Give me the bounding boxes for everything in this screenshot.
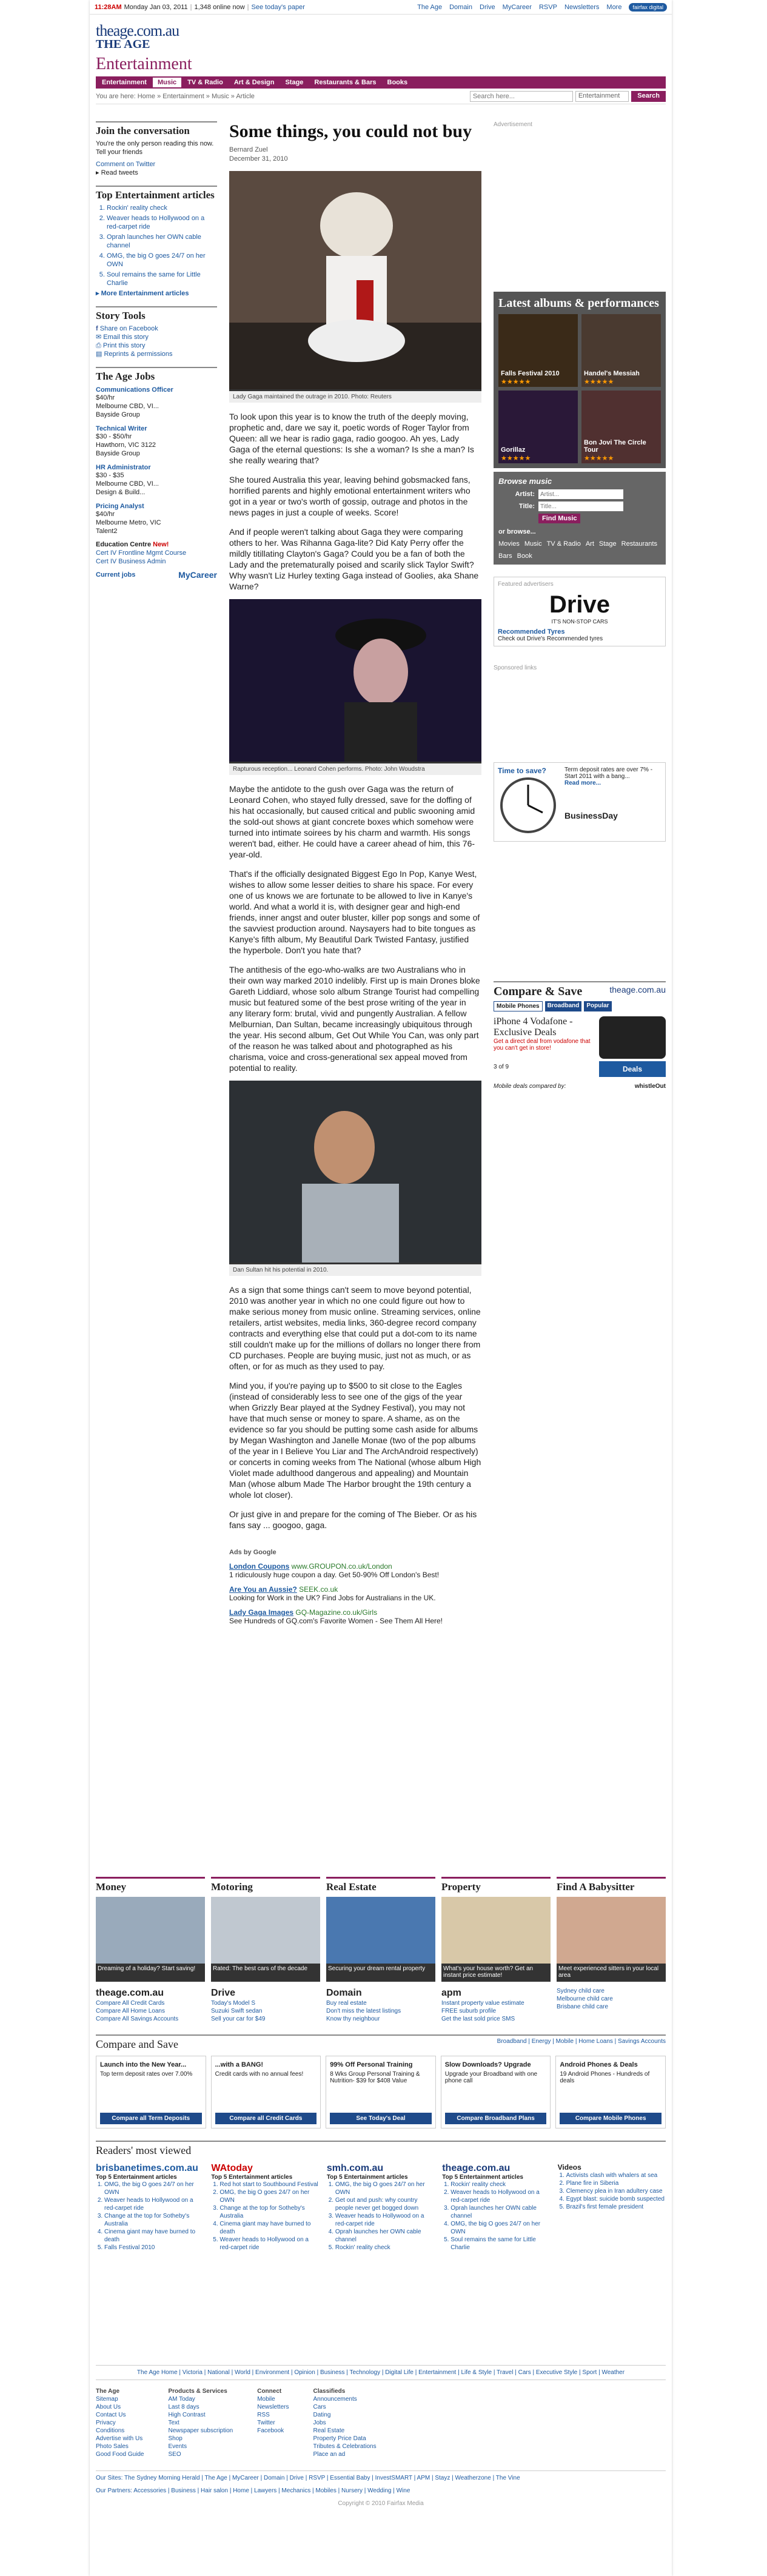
ads-header: Ads by Google <box>229 1549 276 1556</box>
vertical-image[interactable] <box>441 1897 551 1964</box>
sponsored-label: Sponsored links <box>494 665 537 671</box>
nav-books[interactable]: Books <box>387 79 408 86</box>
vertical-image[interactable] <box>557 1897 666 1964</box>
whistleout-logo[interactable]: whistleOut <box>634 1083 666 1090</box>
article-photo-sultan[interactable] <box>229 1081 481 1276</box>
drive-desc: Check out Drive's Recommended tyres <box>498 636 603 642</box>
list-item[interactable]: 3. Oprah launches her OWN cable channel <box>107 233 217 250</box>
network-link-more[interactable]: More <box>606 3 622 11</box>
document-icon: ▤ <box>96 351 104 358</box>
topbar: 11:28AM Monday Jan 03, 2011 | 1,348 online now | See today's paper The Age Domain Drive MyCareer RSVP Newsletters More fairfax digital <box>90 0 672 15</box>
album-tile[interactable]: Handel's Messiah ★★★★★ <box>581 314 661 387</box>
latest-title: Latest albums & performances <box>498 297 659 310</box>
compare-title: Compare & Save <box>494 985 583 998</box>
vertical-caption[interactable]: Rated: The best cars of the decade <box>211 1964 320 1982</box>
clock-icon <box>498 775 558 836</box>
nav-stage[interactable]: Stage <box>285 79 304 86</box>
google-ads <box>229 1549 481 1625</box>
edu-link[interactable]: Cert IV Frontline Mgmt Course <box>96 549 187 557</box>
compare-button[interactable]: Compare all Term Deposits <box>100 2113 202 2124</box>
search-button[interactable]: Search <box>631 91 666 102</box>
list-item[interactable]: 2. Weaver heads to Hollywood on a red-carpet ride <box>107 214 217 231</box>
browse-link[interactable]: Book <box>517 552 532 560</box>
education-centre: Education Centre New! <box>96 541 169 548</box>
compare-button[interactable]: Compare Broadband Plans <box>445 2113 547 2124</box>
jobs-title: The Age Jobs <box>96 367 217 383</box>
right-sidebar <box>494 121 666 1090</box>
list-item[interactable]: 5. Soul remains the same for Little Charlie <box>107 270 217 287</box>
join-title: Join the conversation <box>96 121 217 137</box>
article-photo-cohen[interactable] <box>229 599 481 775</box>
compare-button[interactable]: See Today's Deal <box>330 2113 432 2124</box>
deals-button[interactable]: Deals <box>599 1061 666 1077</box>
vertical-caption[interactable]: What's your house worth? Get an instant price estimate! <box>441 1964 551 1982</box>
arrow-icon: ▸ <box>96 290 101 297</box>
compare-button[interactable]: Compare all Credit Cards <box>215 2113 317 2124</box>
facebook-icon: f <box>96 325 100 332</box>
list-item[interactable]: 4. OMG, the big O goes 24/7 on her OWN <box>107 252 217 269</box>
network-link-newsletters[interactable]: Newsletters <box>564 3 600 11</box>
or-browse-label: or browse... <box>498 528 536 535</box>
partner-sites[interactable]: Our Partners: Accessories | Business | Hair salon | Home | Lawyers | Mechanics | Mobiles | Nursery | Wedding | Wine <box>96 2487 410 2494</box>
photo-caption: Dan Sultan hit his potential in 2010. <box>229 1264 481 1276</box>
job-listing[interactable]: HR Administrator $30 - $35 Melbourne CBD, VI... Design & Build... <box>96 464 159 496</box>
site-search <box>470 91 666 102</box>
site-logo: theage.com.au <box>96 22 179 39</box>
search-input[interactable] <box>470 91 573 102</box>
arrow-icon: ▸ <box>96 169 101 176</box>
article-headline: Some things, you could not buy <box>229 121 472 141</box>
article-photo-gaga[interactable] <box>229 171 481 403</box>
phone-image <box>599 1016 666 1059</box>
phone-deal-title[interactable]: iPhone 4 Vodafone - Exclusive Deals <box>494 1016 573 1038</box>
vertical-brand[interactable]: Drive <box>211 1988 236 1998</box>
artist-input[interactable] <box>538 489 623 499</box>
phone-deal-text: Get a direct deal from vodafone that you can't get in store! <box>494 1038 591 1052</box>
article-author[interactable]: Bernard Zuel <box>229 146 268 153</box>
footer-columns <box>96 2387 666 2458</box>
pager[interactable]: 3 of 9 <box>494 1064 509 1070</box>
reprints-link[interactable]: ▤ Reprints & permissions <box>96 351 173 358</box>
nav-art-design[interactable]: Art & Design <box>233 79 275 86</box>
compare-card: Slow Downloads? Upgrade Upgrade your Broadband with one phone call Compare Broadband Plans <box>441 2056 551 2128</box>
featured-advertisers: Featured advertisers Drive IT'S NON-STOP CARS Recommended Tyres Check out Drive's Recommended tyres <box>494 577 666 646</box>
save-title: Time to save? <box>498 766 546 775</box>
tab-broadband[interactable]: Broadband <box>545 1001 582 1011</box>
current-jobs-link[interactable]: Current jobs <box>96 571 136 579</box>
network-link-the-age[interactable]: The Age <box>417 3 443 11</box>
vertical-caption[interactable]: Meet experienced sitters in your local area <box>557 1964 666 1982</box>
print-story-link[interactable]: ⎙ Print this story <box>96 342 146 349</box>
current-date: Monday Jan 03, 2011 <box>124 3 188 11</box>
section-nav <box>96 76 666 89</box>
join-text: You're the only person reading this now. Tell your friends <box>96 140 214 156</box>
search-scope-select[interactable]: Entertainment <box>575 91 629 102</box>
top-articles-title: Top Entertainment articles <box>96 186 217 201</box>
article-paragraph: Mind you, if you're paying up to $500 to sit close to the Eagles (instead of considerably less to see one of the gigs of the year when Grizzly Bear played at the Sydney Festival), you may not have that much sense or money to spare. A shame, as on the evidence so far you should be putting some cash aside for albums by Megan Washington and Janelle Monae (two of the pop albums of the year in I Believe You Liar and The ArchAndroid respectively) or concerts in coming weeks from The National (whose album High Violet made adulthood dangerous and appealing) and Mountain Man (whose album Made The Harbor brought the 19th century a whole lot closer). <box>229 1381 481 1500</box>
vertical-babysitter: Find A Babysitter Meet experienced sitters in your local area Sydney child care Melbourne child care Brisbane child care <box>557 1877 666 2022</box>
job-listing[interactable]: Communications Officer $40/hr Melbourne CBD, VI... Bayside Group <box>96 386 173 418</box>
compare-card: ...with a BANG! Credit cards with no annual fees! Compare all Credit Cards <box>211 2056 321 2128</box>
top-articles-list <box>96 204 217 287</box>
list-item[interactable]: 1. Rockin' reality check <box>107 204 217 212</box>
vertical-motoring: Motoring Rated: The best cars of the decade Drive Today's Model S Suzuki Swift sedan Sell your car for $49 <box>211 1877 320 2022</box>
vertical-property: Property What's your house worth? Get an instant price estimate! apm Instant property value estimate FREE suburb profile Get the last sold price SMS <box>441 1877 551 2022</box>
vertical-real-estate: Real Estate Securing your dream rental property Domain Buy real estate Don't miss the latest listings Know thy neighbour <box>326 1877 435 2022</box>
read-tweets-link[interactable]: ▸ Read tweets <box>96 169 138 176</box>
save-text: Term deposit rates are over 7% - Start 2011 with a bang... <box>564 766 653 780</box>
compare-save-title: Compare and Save Broadband | Energy | Mobile | Home Loans | Savings Accounts <box>96 2034 666 2051</box>
powered-by-label: Mobile deals compared by: <box>494 1083 566 1090</box>
album-tile[interactable]: Bon Jovi The Circle Tour ★★★★★ <box>581 391 661 463</box>
drive-logo[interactable]: Drive <box>549 591 611 618</box>
text-ad[interactable]: Are You an Aussie? SEEK.co.uk Looking for Work in the UK? Find Jobs for Australians in the UK. <box>229 1585 436 1602</box>
vertical-image[interactable] <box>211 1897 320 1964</box>
browse-link[interactable]: Art <box>585 540 594 548</box>
album-tile[interactable]: Gorillaz ★★★★★ <box>498 391 578 463</box>
network-links <box>417 3 667 12</box>
drive-tagline: IT'S NON-STOP CARS <box>551 619 608 625</box>
network-link-domain[interactable]: Domain <box>449 3 472 11</box>
browse-link[interactable]: TV & Radio <box>546 540 581 548</box>
artist-label: Artist: <box>515 491 535 498</box>
edu-link[interactable]: Cert IV Business Admin <box>96 558 166 565</box>
story-tools-title: Story Tools <box>96 306 217 322</box>
copyright: Copyright © 2010 Fairfax Media <box>338 2500 424 2507</box>
nav-tv-radio[interactable]: TV & Radio <box>187 79 223 86</box>
verticals <box>96 1877 666 2022</box>
job-listing[interactable]: Technical Writer $30 - $50/hr Hawthorn, VIC 3122 Bayside Group <box>96 425 156 457</box>
footer-col: Classifieds Announcements Cars Dating Jobs Real Estate Property Price Data Tributes & Celebrations Place an ad <box>313 2388 377 2458</box>
browse-link[interactable]: Restaurants <box>621 540 657 548</box>
vertical-brand[interactable]: Domain <box>326 1988 362 1998</box>
compare-save-widget <box>494 981 666 1090</box>
compare-card: Android Phones & Deals 19 Android Phones - Hundreds of deals Compare Mobile Phones <box>555 2056 666 2128</box>
browse-link[interactable]: Movies <box>498 540 520 548</box>
email-icon: ✉ <box>96 334 104 341</box>
article-paragraph: That's if the officially designated Biggest Ego In Pop, Kanye West, wishes to allow some lesser deities to share his space. For every one of us knows we are fortunate to be allowed to live in Kanye's world. And what a world it is, with designer gear and high-end friends, inner angst and outer bluster, killer pop songs and some of the savviest production around. Naysayers had to bite tongues as Kanye's fifth album, My Beautiful Dark Twisted Fantasy, justified the hyperbole. Don't you hate that? <box>229 869 480 955</box>
time-to-save-ad[interactable] <box>494 762 666 842</box>
vertical-brand[interactable]: apm <box>441 1988 461 1998</box>
vertical-money: Money Dreaming of a holiday? Start saving! theage.com.au Compare All Credit Cards Compare All Home Loans Compare All Savings Accounts <box>96 1877 205 2022</box>
ad-label: Advertisement <box>494 121 532 128</box>
browse-music <box>494 472 666 565</box>
print-icon: ⎙ <box>96 342 103 349</box>
compare-card: Launch into the New Year... Top term deposit rates over 7.00% Compare all Term Deposits <box>96 2056 206 2128</box>
network-sites[interactable]: Our Sites: The Sydney Morning Herald | The Age | MyCareer | Domain | Drive | RSVP | Essential Baby | InvestSMART | APM | Stayz | Weatherzone | The Vine <box>96 2470 666 2481</box>
businessday-logo: BusinessDay <box>564 811 618 820</box>
online-count: 1,348 online now <box>194 3 245 11</box>
clock-time: 11:28AM <box>95 3 122 11</box>
left-sidebar <box>96 121 217 579</box>
nav-restaurants-bars[interactable]: Restaurants & Bars <box>314 79 377 86</box>
gaga-photo-image <box>229 171 481 389</box>
job-listing[interactable]: Pricing Analyst $40/hr Melbourne Metro, VIC Talent2 <box>96 503 161 535</box>
breadcrumb-bar <box>96 89 666 104</box>
footer-section-links[interactable]: The Age Home | Victoria | National | World | Environment | Opinion | Business | Technology | Digital Life | Entertainment | Life & Style | Travel | Cars | Executive Style | Sport | Weather <box>96 2365 666 2380</box>
cohen-photo-image <box>229 599 481 762</box>
most-viewed-column: Videos 1. Activists clash with whalers at sea 2. Plane fire in Siberia 3. Clemency plea in Iran adultery case 4. Egypt blast: suicide bomb suspected 5. Brazil's first female president <box>558 2163 666 2252</box>
find-music-button[interactable]: Find Music <box>538 514 580 523</box>
browse-link[interactable]: Music <box>524 540 542 548</box>
vertical-caption[interactable]: Dreaming of a holiday? Start saving! <box>96 1964 205 1982</box>
title-label: Title: <box>518 503 535 510</box>
share-facebook-link[interactable]: f Share on Facebook <box>96 325 158 332</box>
album-tile[interactable]: Falls Festival 2010 ★★★★★ <box>498 314 578 387</box>
browse-categories <box>498 540 661 560</box>
fairfax-digital-logo[interactable]: fairfax digital <box>629 3 667 12</box>
tab-mobile-phones[interactable]: Mobile Phones <box>494 1001 543 1011</box>
article-paragraph: The antithesis of the ego-who-walks are two Australians who in their own way marked 2010 indelibly. First up is main Drones bloke Gareth Liddiard, whose solo album Strange Tourist had compelling music but featured some of the best prose writing of the year in any literary form: brutal, vivid and pungently Australian. A fellow Melburnian, Dan Sultan, became increasingly ubiquitous through the year. His second album, Get Out While You Can, was only part of the reason he was talked about and photographed as his charisma, voice and cross-generational sex appeal moved from potential to reality. <box>229 965 480 1073</box>
most-viewed-column: theage.com.au Top 5 Entertainment articles 1. Rockin' reality check 2. Weaver heads to Hollywood on a red-carpet ride 3. Oprah launches her OWN cable channel 4. OMG, the big O goes 24/7 on her OWN 5. Soul remains the same for Little Charlie <box>442 2163 550 2252</box>
article-date: December 31, 2010 <box>229 155 288 163</box>
text-ad[interactable]: Lady Gaga Images GQ-Magazine.co.uk/Girls See Hundreds of GQ.com's Favorite Women - See Them All Here! <box>229 1608 443 1625</box>
nav-music[interactable]: Music <box>153 78 181 87</box>
browse-title: Browse music <box>498 477 552 486</box>
photo-caption: Rapturous reception... Leonard Cohen performs. Photo: John Woudstra <box>229 763 481 775</box>
email-story-link[interactable]: ✉ Email this story <box>96 334 149 341</box>
album-grid <box>498 314 661 463</box>
vertical-caption[interactable]: Securing your dream rental property <box>326 1964 435 1982</box>
byline <box>229 146 481 164</box>
latest-albums-widget <box>494 292 666 468</box>
browse-link[interactable]: Stage <box>598 540 617 548</box>
compare-logo: theage.com.au <box>609 985 666 995</box>
article-paragraph: To look upon this year is to know the truth of the deeply moving, prophetic and, dare we say it, poetic words of Roger Taylor from Queen: all we hear is radio gaga, radio googoo. Ah yes, Lady Gaga of the eternal questions: Is she a woman? Is she a man? Is she really wearing that? <box>229 412 474 465</box>
section-title[interactable]: Entertainment <box>96 55 192 73</box>
article-paragraph: Or just give in and prepare for the coming of The Bieber. Or as his fans say ... googoo, gaga. <box>229 1509 477 1530</box>
bottom-area <box>96 1877 666 2252</box>
todays-paper-link[interactable]: See today's paper <box>251 3 305 11</box>
footer-col: Connect Mobile Newsletters RSS Twitter Facebook <box>257 2388 289 2434</box>
network-link-rsvp[interactable]: RSVP <box>538 3 557 11</box>
article-paragraph: She toured Australia this year, leaving behind gobsmacked fans, horrified parents and highly emotional entertainment writers who got in a year or two's worth of gossip, outrage and photos in the news pages in just a couple of weeks. Score! <box>229 475 471 517</box>
most-viewed-column: smh.com.au Top 5 Entertainment articles 1. OMG, the big O goes 24/7 on her OWN 2. Get out and push: why country people never get bogged down 3. Weaver heads to Hollywood on a red-carpet ride 4. Oprah launches her OWN cable channel 5. Rockin' reality check <box>327 2163 435 2252</box>
newspaper-logo: THE AGE <box>96 38 150 51</box>
title-input[interactable] <box>538 501 623 511</box>
compare-card: 99% Off Personal Training 8 Wks Group Personal Training & Nutrition- $39 for $408 Value See Today's Deal <box>326 2056 436 2128</box>
footer-col: Products & Services AM Today Last 8 days High Contrast Text Newspaper subscription Shop Events SEO <box>168 2388 233 2458</box>
read-more-link[interactable]: Read more... <box>564 780 601 787</box>
mycareer-logo[interactable]: MyCareer <box>178 570 217 580</box>
vertical-image[interactable] <box>326 1897 435 1964</box>
article-paragraph: And if people weren't talking about Gaga they were comparing others to her. Was Rihanna Gaga-lite? Did Katy Perry offer the mildly titillating Clayton's Gaga? Could you be a fan of both the Lady and the pretematurally poised and scarily slick Taylor Swift? Why wasn't Liz Hurley texting Gaga instead of Goolies, aka Shane Warne? <box>229 527 479 591</box>
tab-popular[interactable]: Popular <box>584 1001 611 1011</box>
more-entertainment-link[interactable]: ▸ More Entertainment articles <box>96 290 189 297</box>
page <box>90 0 672 2576</box>
photo-caption: Lady Gaga maintained the outrage in 2010. Photo: Reuters <box>229 391 481 403</box>
masthead[interactable] <box>90 15 672 52</box>
breadcrumb[interactable]: You are here: Home » Entertainment » Music » Article <box>96 92 255 100</box>
most-viewed-column: brisbanetimes.com.au Top 5 Entertainment articles 1. OMG, the big O goes 24/7 on her OWN 2. Weaver heads to Hollywood on a red-carpet ride 3. Change at the top for Sotheby's Australia 4. Cinema giant may have burned to death 5. Falls Festival 2010 <box>96 2163 204 2252</box>
footer <box>96 2365 666 2507</box>
article-paragraph: Maybe the antidote to the gush over Gaga was the return of Leonard Cohen, who stayed fully dressed, save for the doffing of his hat occasionally, but caused critical and public swooning amid the sold-out shows at giant concrete boxes which somehow were turned into intimate soirees by his charm and warmth. His songs weren't bad, either. He could have a career ahead of him, this 76-year-old. <box>229 784 475 859</box>
network-link-mycareer[interactable]: MyCareer <box>502 3 532 11</box>
comment-twitter-link[interactable]: Comment on Twitter <box>96 161 156 168</box>
current-jobs-row <box>96 571 217 579</box>
drive-link[interactable]: Recommended Tyres <box>498 628 565 636</box>
sultan-photo-image <box>229 1081 481 1263</box>
most-viewed <box>96 2163 666 2252</box>
compare-button[interactable]: Compare Mobile Phones <box>560 2113 661 2124</box>
most-viewed-title: Readers' most viewed <box>96 2141 666 2157</box>
footer-col: The Age Sitemap About Us Contact Us Privacy Conditions Advertise with Us Photo Sales Good Food Guide <box>96 2388 144 2458</box>
vertical-image[interactable] <box>96 1897 205 1964</box>
article-paragraph: As a sign that some things can't seem to move beyond potential, 2010 was another year in which no one could figure out how to make serious money from music online. Streaming services, online retailers, artist websites, media links, 360-degree record company contracts and everything else that could put a dot-com to its name still couldn't make up for the millions of dollars no longer there from CD purchases. People are buying music, just not as much, or as often, or for as much as they used to pay. <box>229 1285 481 1371</box>
compare-cards <box>96 2056 666 2128</box>
text-ad[interactable]: London Coupons www.GROUPON.co.uk/London 1 ridiculously huge coupon a day. Get 50-90% Off London's Best! <box>229 1562 440 1579</box>
vertical-brand[interactable]: theage.com.au <box>96 1988 164 1998</box>
network-link-drive[interactable]: Drive <box>480 3 495 11</box>
compare-links[interactable]: Broadband | Energy | Mobile | Home Loans | Savings Accounts <box>497 2038 666 2045</box>
browse-link[interactable]: Bars <box>498 552 512 560</box>
nav-entertainment[interactable]: Entertainment <box>102 79 147 86</box>
article <box>229 121 481 1625</box>
most-viewed-column: WAtoday Top 5 Entertainment articles 1. Red hot start to Southbound Festival 2. OMG, the big O goes 24/7 on her OWN 3. Change at the top for Sotheby's Australia 4. Cinema giant may have burned to death 5. Weaver heads to Hollywood on a red-carpet ride <box>211 2163 319 2252</box>
